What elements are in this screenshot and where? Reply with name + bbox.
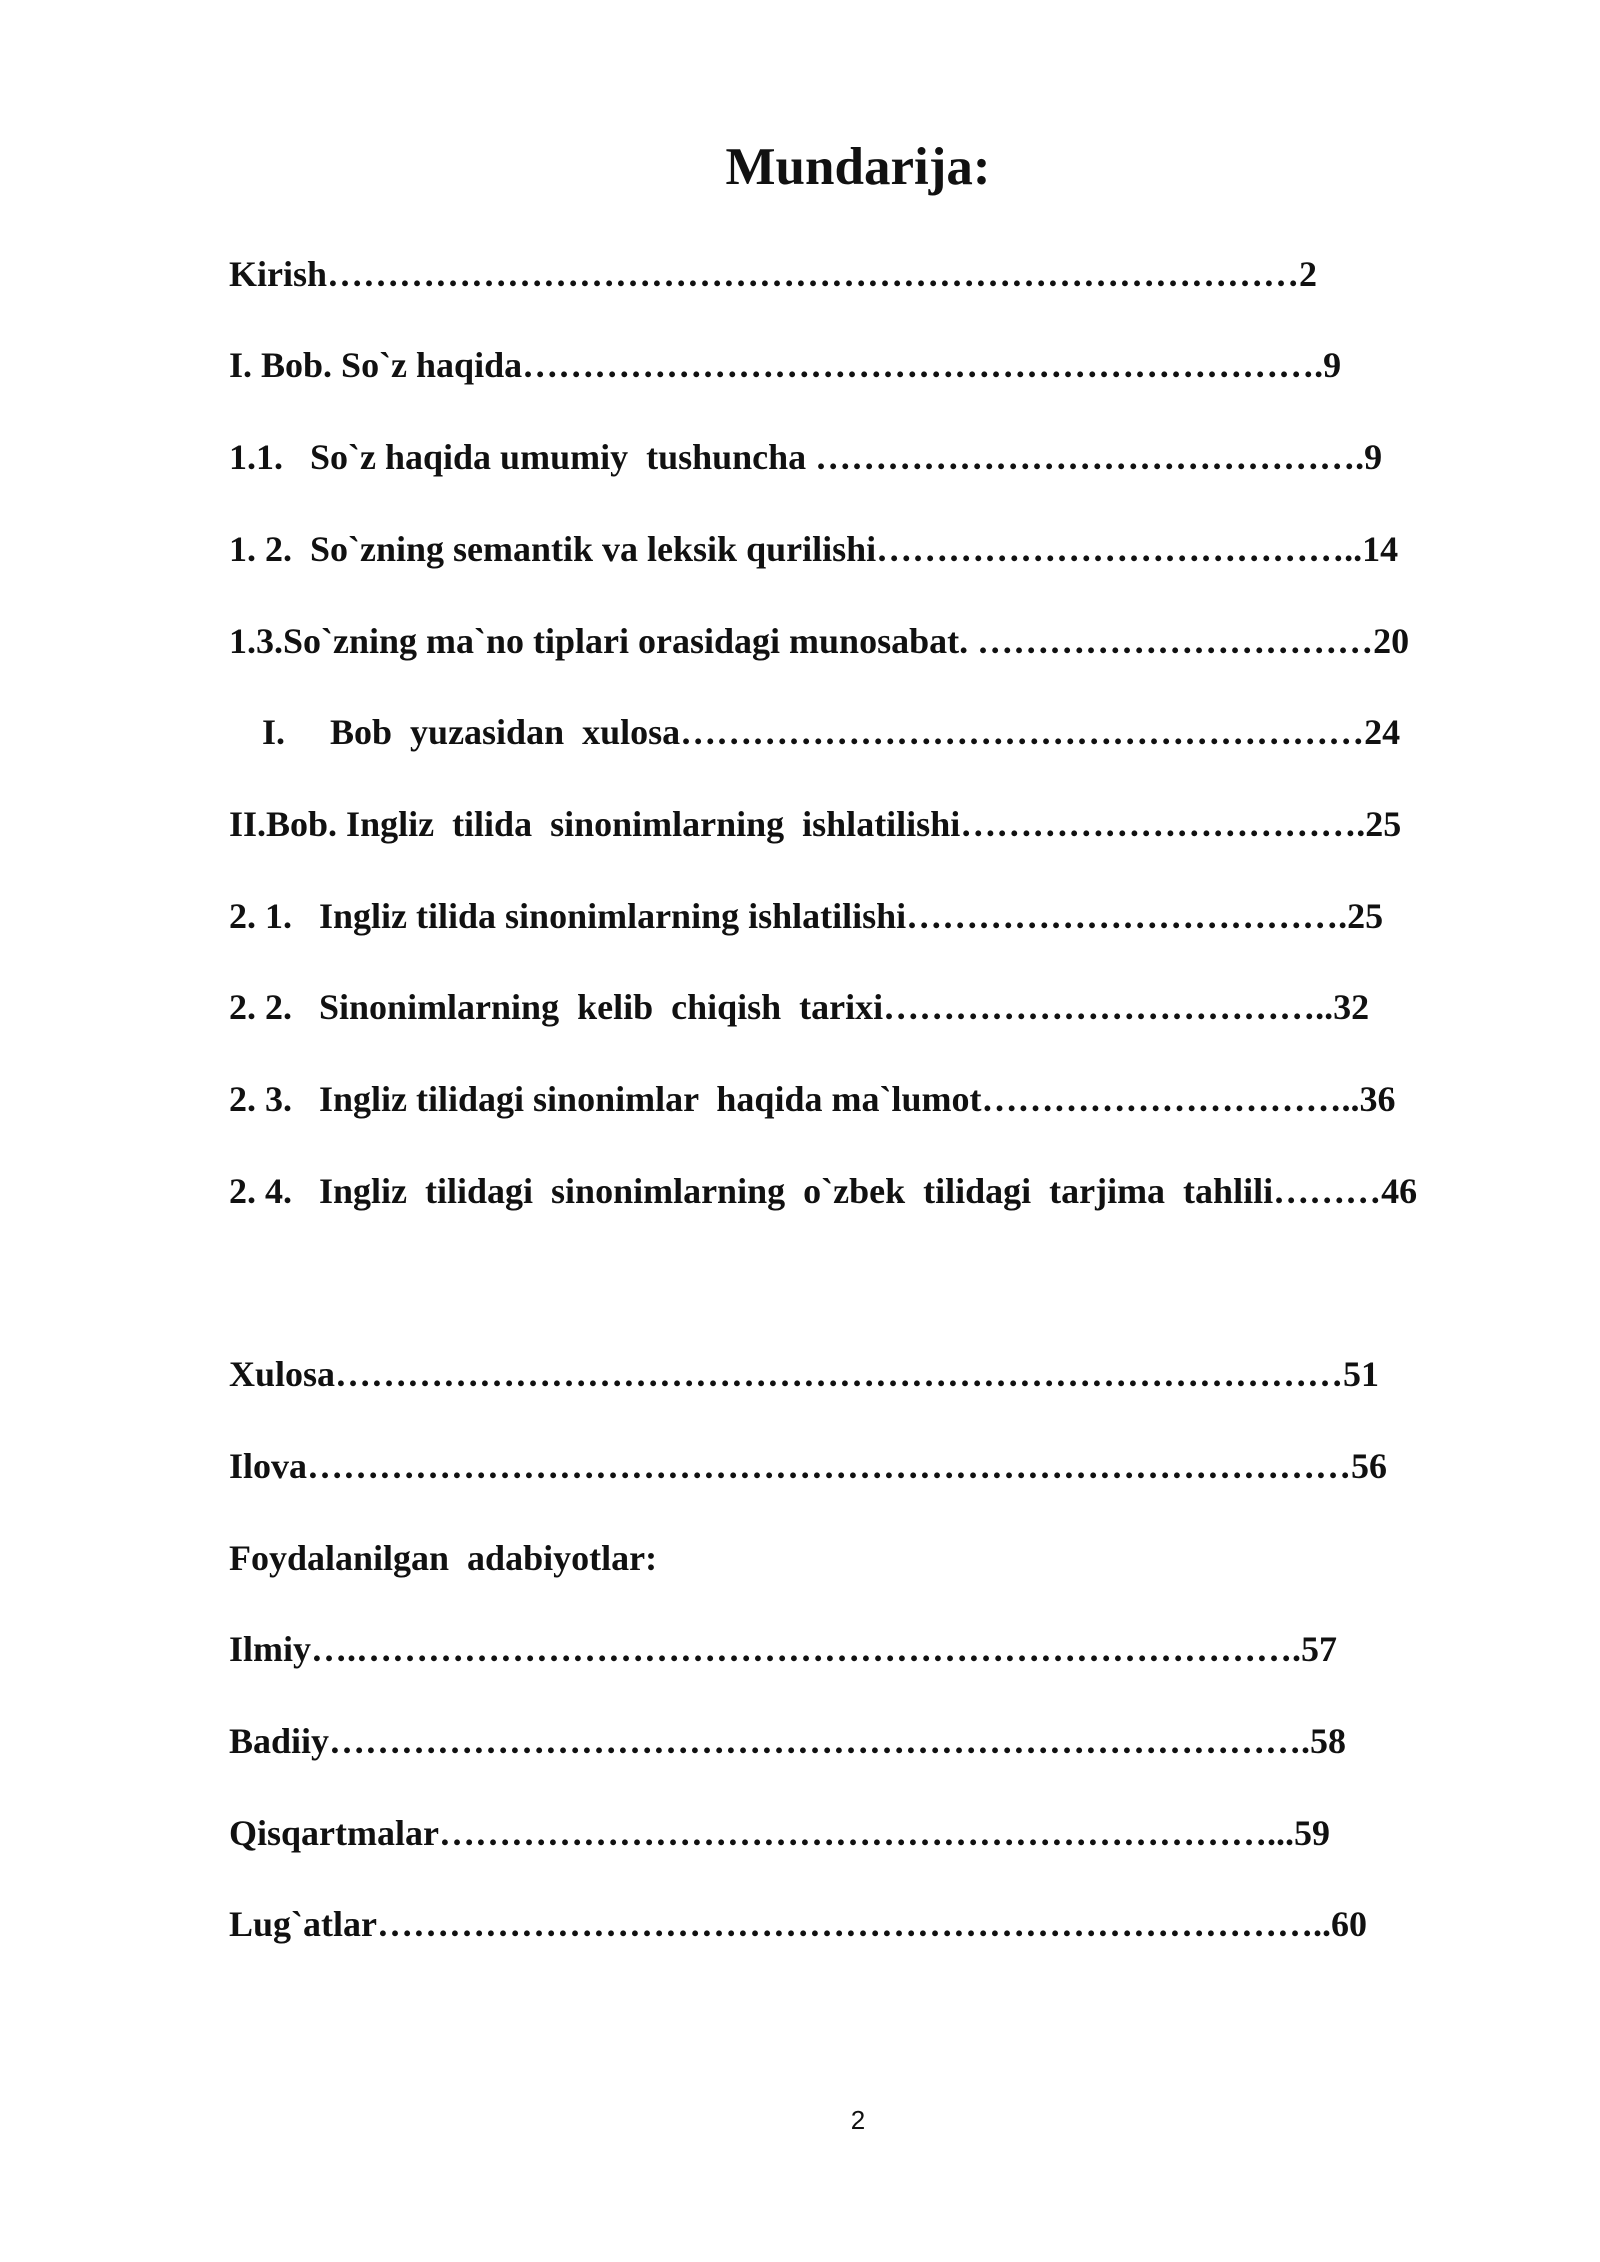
page-title: Mundarija: [725,138,991,196]
toc-entry-chapter-1-summary: I. Bob yuzasidan xulosa…………………………………………………24 [244,712,1401,752]
toc-entry-ilova: Ilova……………………………………………………………………………56 [229,1446,1388,1486]
page-number: 2 [850,2105,866,2135]
toc-entry-xulosa: Xulosa…………………………………………………………………………51 [229,1354,1380,1394]
toc-entry-2-4: 2. 4. Ingliz tilidagi sinonimlarning o`zbek tilidagi tarjima tahlili………46 [229,1171,1418,1211]
toc-entry-chapter-2: II.Bob. Ingliz tilida sinonimlarning ishlatilishi…………………………….25 [229,804,1402,844]
toc-entry-2-2: 2. 2. Sinonimlarning kelib chiqish tarixi………………………………..32 [229,987,1370,1027]
toc-entry-chapter-1: I. Bob. So`z haqida………………………………………………………….9 [229,345,1342,385]
toc-entry-badiiy: Badiiy……………………………………………………………………….58 [229,1721,1347,1761]
toc-entry-lugatlar: Lug`atlar……………………………………………………………………..60 [229,1904,1367,1944]
toc-entry-2-1: 2. 1. Ingliz tilida sinonimlarning ishlatilishi……………………………….25 [229,896,1384,936]
toc-entry-qisqartmalar: Qisqartmalar……………………………………………………………...59 [229,1813,1330,1853]
toc-entry-1-1: 1.1. So`z haqida umumiy tushuncha ……………………………………….9 [229,437,1383,477]
toc-entry-1-3: 1.3.So`zning ma`no tiplari orasidagi munosabat. ……………………………20 [229,621,1410,661]
toc-entry-1-2: 1. 2. So`zning semantik va leksik qurilishi…………………………………..14 [229,529,1399,569]
toc-entry-references-heading: Foydalanilgan adabiyotlar: [229,1538,658,1578]
toc-entry-kirish: Kirish………………………………………………………………………2 [229,254,1318,294]
toc-entry-2-3: 2. 3. Ingliz tilidagi sinonimlar haqida ma`lumot…………………………..36 [229,1079,1396,1119]
toc-entry-ilmiy: Ilmiy….…………………………………………………………………….57 [229,1629,1338,1669]
